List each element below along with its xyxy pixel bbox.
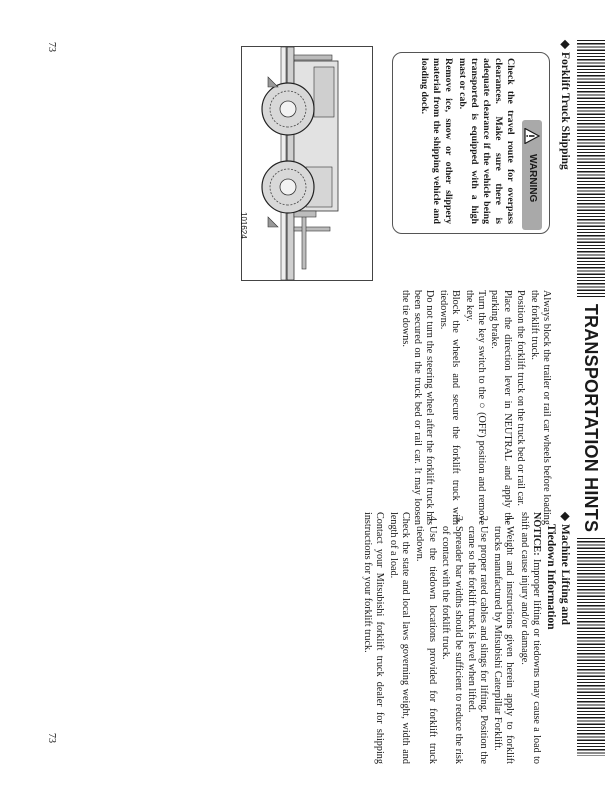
page-number-left: 73 (46, 42, 57, 52)
shipping-heading (558, 40, 572, 280)
header-bars-left (577, 40, 605, 298)
shipping-body-paragraph: Always block the trailer or rail car wheels before loading the forklift truck. (528, 290, 552, 525)
warning-paragraph-2: Remove ice, snow or other slippery material from the shipping vehicle and loading dock. (419, 58, 454, 224)
warning-label (522, 120, 542, 230)
lifting-step: 2. Use proper rated cables and slings for lifting. Position the crane so the forklift truck is level when lifted. (465, 526, 490, 764)
shipping-body-paragraph: Turn the key switch to the ○ (OFF) position and remove the key. (463, 290, 487, 525)
lifting-title-line-1: Machine Lifting and (559, 524, 571, 625)
warning-triangle-icon (524, 128, 540, 144)
warning-paragraph-1: Check the travel route for overpass clearances. Make sure there is adequate clearance if the vehicle being transported is equipped with a high mast or cab. (457, 58, 516, 224)
lifting-heading (544, 512, 572, 662)
diamond-bullet-icon: ◆ (559, 512, 571, 521)
notice-text: Improper lifting or tiedowns may cause a load to shift and cause injury and/or damage. (518, 512, 542, 764)
lifting-title-line-2: Tiedown Information (545, 524, 557, 630)
lifting-paragraph-2: Contact your Mitsubishi forklift truck dealer for shipping instructions for your forklift truck. (361, 512, 386, 764)
notice-label: NOTICE: (531, 512, 542, 556)
diamond-bullet-icon: ◆ (559, 40, 571, 49)
truck-loading-illustration (241, 46, 373, 281)
lifting-steps (413, 512, 515, 764)
warning-label-text: WARNING (527, 154, 538, 203)
shipping-body-paragraph: Place the direction lever in NEUTRAL and apply the parking brake. (489, 290, 513, 525)
shipping-title: Forklift Truck Shipping (559, 52, 571, 170)
shipping-body-paragraph: Block the wheels and secure the forklift truck with tiedowns. (437, 290, 462, 525)
shipping-body-paragraph: Position the forklift truck on the truck bed or rail car. (515, 290, 527, 506)
lifting-step: 3. Spreader bar widths should be sufficient to reduce the risk of contact with the forklift truck. (439, 526, 464, 764)
page-header (577, 0, 605, 792)
forklift-on-trailer-drawing (242, 47, 372, 280)
illustration-id: 101624 (239, 212, 248, 239)
shipping-body (397, 290, 552, 525)
lifting-step: 1. Weight and instructions given herein apply to forklift trucks manufactured by Mitsubishi Caterpillar Forklift. (490, 526, 515, 764)
warning-text (416, 58, 516, 224)
header-title: TRANSPORTATION HINTS (581, 303, 601, 533)
shipping-body-paragraph: Do not turn the steering wheel after the forklift truck has been secured on the truck bed or rail car. It may loosen the tie downs. (399, 290, 436, 525)
page-number-right: 73 (46, 733, 57, 743)
lifting-body (359, 512, 542, 764)
lifting-step: 4. Use the tiedown locations provided for forklift truck tiedown. (413, 526, 438, 764)
header-bars-right (577, 538, 605, 756)
lifting-paragraph-1: Check the state and local laws governing weight, width and length of a load. (387, 512, 411, 764)
notice (517, 512, 542, 764)
